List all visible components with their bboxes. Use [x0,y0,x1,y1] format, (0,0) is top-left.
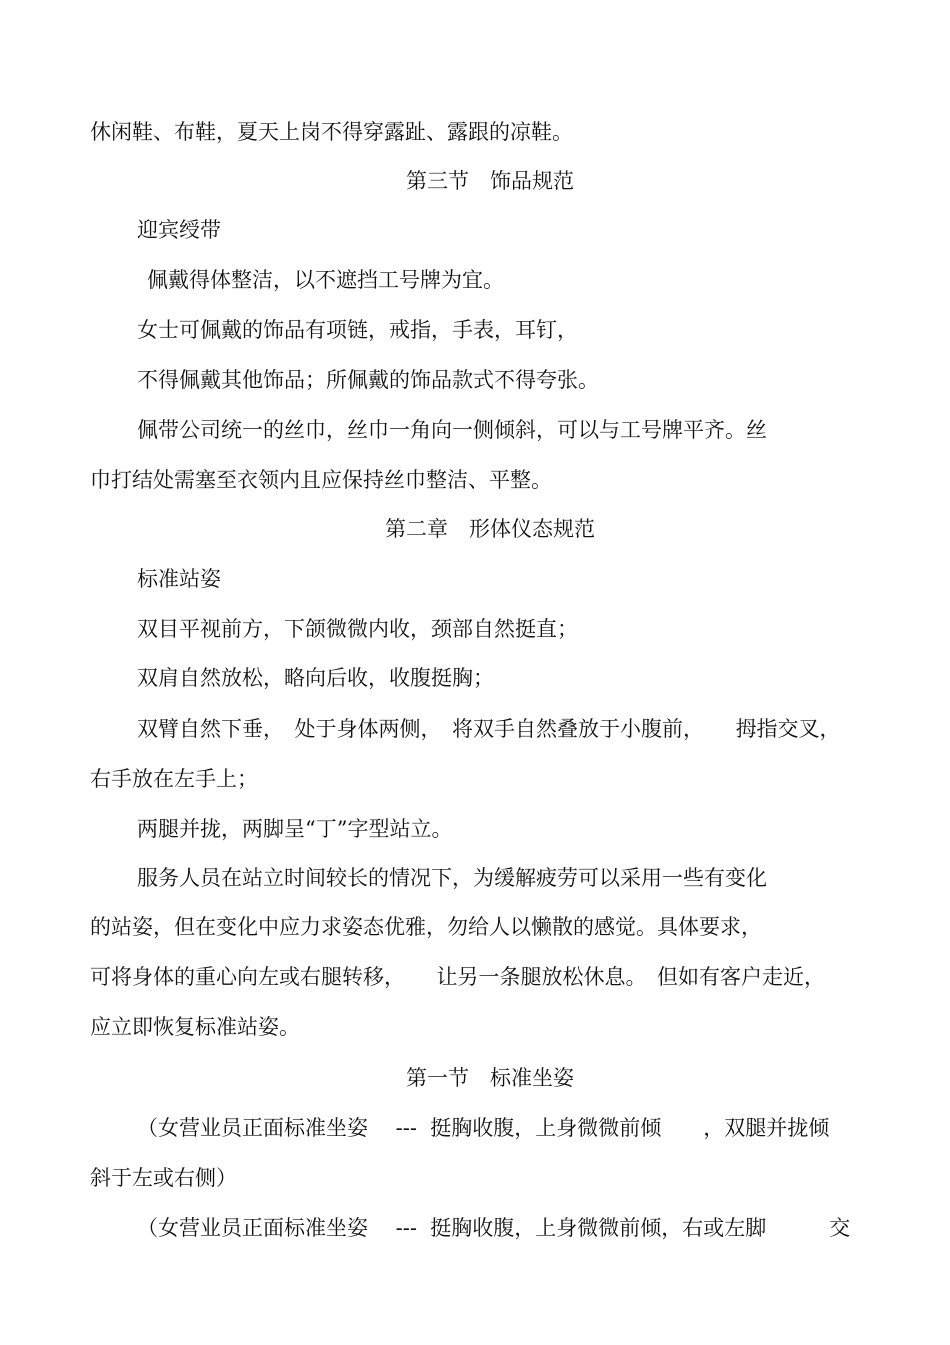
paragraph-line: 可将身体的重心向左或右腿转移， 让另一条腿放松休息。 但如有客户走近， [90,965,825,989]
paragraph-line: 不得佩戴其他饰品；所佩戴的饰品款式不得夸张。 [137,368,599,392]
subheading: 迎宾绶带 [137,218,221,242]
paragraph-line: （女营业员正面标准坐姿 --- 挺胸收腹，上身微微前倾，右或左脚 交 [137,1216,851,1240]
paragraph-line: 两腿并拢，两脚呈“丁”字型站立。 [137,817,453,841]
paragraph-line: 佩戴得体整洁，以不遮挡工号牌为宜。 [147,268,504,292]
subheading: 标准站姿 [137,567,221,591]
paragraph-line: 双目平视前方，下颌微微内收，颈部自然挺直； [137,617,578,641]
paragraph-line: 佩带公司统一的丝巾，丝巾一角向一侧倾斜，可以与工号牌平齐。丝 [137,418,767,442]
section-heading: 第三节 饰品规范 [406,169,574,193]
paragraph-line: 双臂自然下垂， 处于身体两侧， 将双手自然叠放于小腹前， 拇指交叉， [137,717,841,741]
paragraph-line: 女士可佩戴的饰品有项链，戒指，手表，耳钉， [137,318,578,342]
paragraph-line: 服务人员在站立时间较长的情况下，为缓解疲劳可以采用一些有变化 [137,866,767,890]
paragraph-line: 双肩自然放松，略向后收，收腹挺胸； [137,666,494,690]
paragraph-line: （女营业员正面标准坐姿 --- 挺胸收腹，上身微微前倾 ，双腿并拢倾 [137,1116,830,1140]
paragraph-line: 巾打结处需塞至衣领内且应保持丝巾整洁、平整。 [90,468,552,492]
paragraph-line: 应立即恢复标准站姿。 [90,1015,300,1039]
paragraph-line: 右手放在左手上； [90,767,258,791]
paragraph-line: 斜于左或右侧） [90,1166,237,1190]
section-heading: 第一节 标准坐姿 [406,1066,574,1090]
paragraph-line: 休闲鞋、布鞋，夏天上岗不得穿露趾、露跟的凉鞋。 [90,120,573,144]
paragraph-line: 的站姿，但在变化中应力求姿态优雅，勿给人以懒散的感觉。具体要求， [90,915,762,939]
chapter-heading: 第二章 形体仪态规范 [385,517,595,541]
